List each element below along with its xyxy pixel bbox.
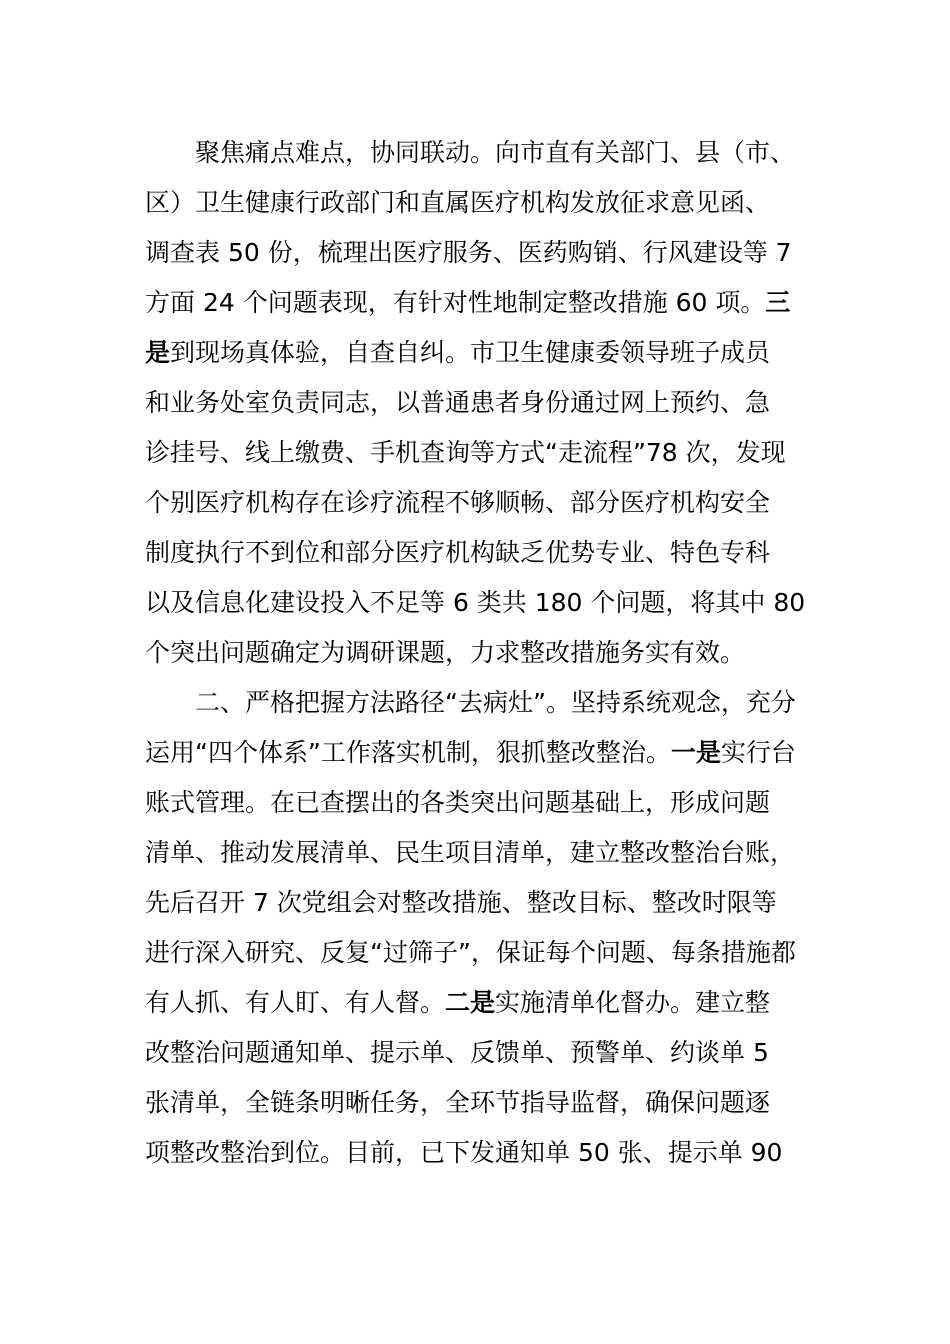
text-segment: 聚焦痛点难点，协同联动。向市直有关部门、县（市、 <box>195 138 796 167</box>
text-segment: 运用“四个体系”工作落实机制，狠抓整改整治。 <box>145 738 671 767</box>
text-line <box>145 728 807 778</box>
text-line <box>145 278 807 328</box>
text-segment: 制度执行不到位和部分医疗机构缺乏优势专业、特色专科 <box>145 538 771 567</box>
text-line <box>145 878 807 928</box>
text-segment: 和业务处室负责同志，以普通患者身份通过网上预约、急 <box>145 388 771 417</box>
text-line <box>145 378 807 428</box>
bold-text-segment: 三 <box>765 288 791 317</box>
text-segment: 清单、推动发展清单、民生项目清单，建立整改整治台账， <box>145 838 796 867</box>
text-segment: 实施清单化督办。建立整 <box>495 988 771 1017</box>
text-line <box>145 228 807 278</box>
bold-text-segment: 是 <box>145 338 171 367</box>
text-segment: 进行深入研究、反复“过筛子”，保证每个问题、每条措施都 <box>145 938 796 967</box>
text-segment: 有人抓、有人盯、有人督。 <box>145 988 446 1017</box>
text-line <box>145 628 807 678</box>
text-line <box>145 1028 807 1078</box>
text-segment: 实行台 <box>720 738 796 767</box>
text-segment: 方面 24 个问题表现，有针对性地制定整改措施 60 项。 <box>145 288 766 317</box>
text-line <box>145 128 807 178</box>
text-segment: 到现场真体验，自查自纠。市卫生健康委领导班子成员 <box>170 338 771 367</box>
text-line <box>145 428 807 478</box>
text-segment: 先后召开 7 次党组会对整改措施、整改目标、整改时限等 <box>145 888 777 917</box>
text-line <box>145 578 807 628</box>
text-segment: 个别医疗机构存在诊疗流程不够顺畅、部分医疗机构安全 <box>145 488 771 517</box>
text-line <box>145 978 807 1028</box>
text-segment: 改整治问题通知单、提示单、反馈单、预警单、约谈单 5 <box>145 1038 769 1067</box>
text-line <box>145 328 807 378</box>
text-segment: 区）卫生健康行政部门和直属医疗机构发放征求意见函、 <box>145 188 771 217</box>
text-line <box>145 928 807 978</box>
text-line <box>145 1128 807 1178</box>
text-segment: 以及信息化建设投入不足等 6 类共 180 个问题，将其中 80 <box>145 588 806 617</box>
text-segment: 账式管理。在已查摆出的各类突出问题基础上，形成问题 <box>145 788 771 817</box>
text-segment: 张清单，全链条明晰任务，全环节指导监督，确保问题逐 <box>145 1088 771 1117</box>
text-line <box>145 478 807 528</box>
text-line <box>145 1078 807 1128</box>
text-line <box>145 178 807 228</box>
body-text <box>145 128 807 1178</box>
text-segment: 诊挂号、线上缴费、手机查询等方式“走流程”78 次，发现 <box>145 438 786 467</box>
text-line <box>145 828 807 878</box>
text-segment: 项整改整治到位。目前，已下发通知单 50 张、提示单 90 <box>145 1138 783 1167</box>
text-segment: 个突出问题确定为调研课题，力求整改措施务实有效。 <box>145 638 746 667</box>
bold-text-segment: 一是 <box>670 738 721 767</box>
text-line <box>145 678 807 728</box>
text-segment: 二、严格把握方法路径“去病灶”。坚持系统观念，充分 <box>195 688 796 717</box>
text-segment: 调查表 50 份，梳理出医疗服务、医药购销、行风建设等 7 <box>145 238 792 267</box>
bold-text-segment: 二是 <box>445 988 496 1017</box>
text-line <box>145 528 807 578</box>
text-line <box>145 778 807 828</box>
